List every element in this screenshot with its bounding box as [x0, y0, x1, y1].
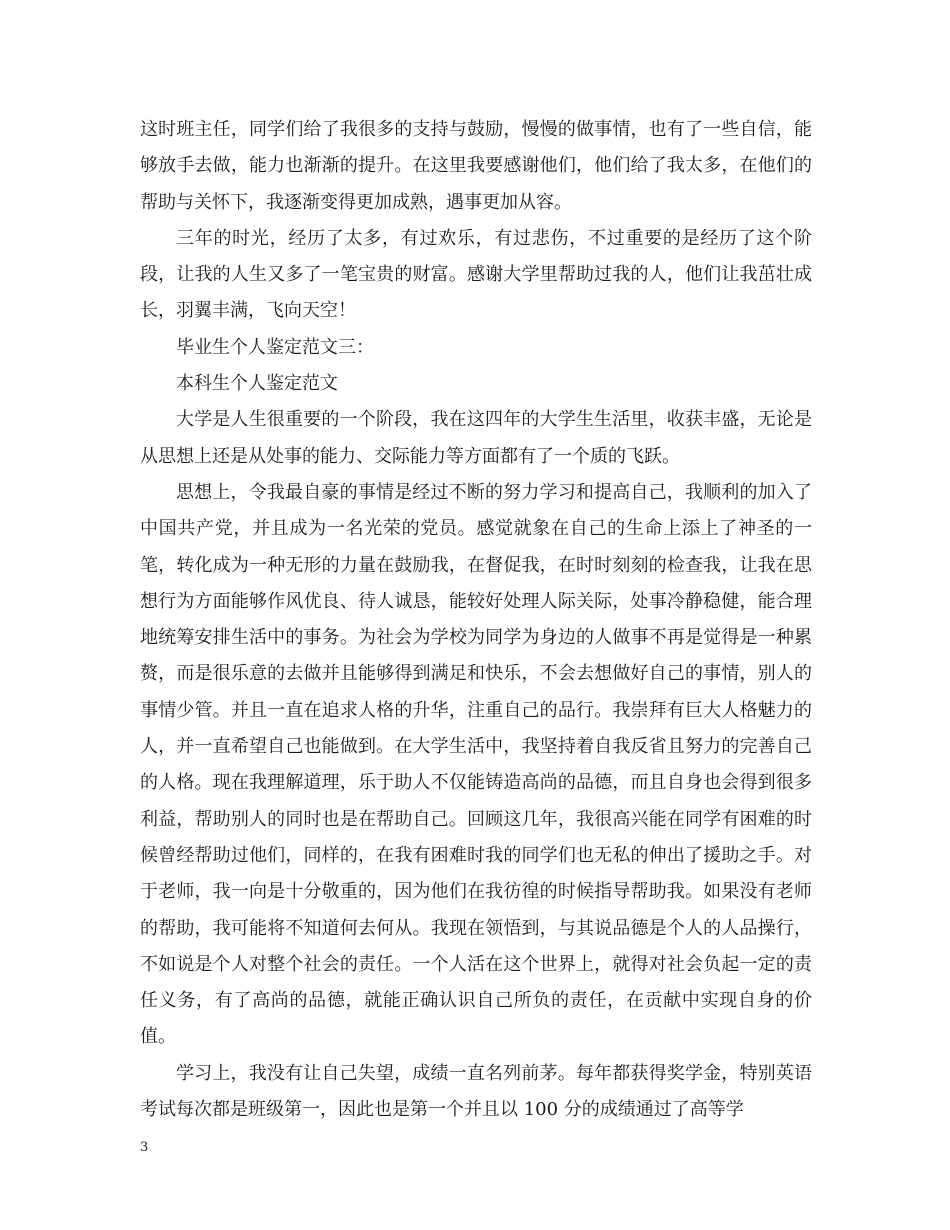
document-body	[140, 112, 812, 1128]
paragraph-study: 学习上，我没有让自己失望，成绩一直名列前茅。每年都获得奖学金，特别英语考试每次都是班级第一，因此也是第一个并且以 100 分的成绩通过了高等学	[140, 1062, 812, 1121]
section-subheading-undergraduate: 本科生个人鉴定范文	[176, 373, 338, 395]
paragraph-intro: 大学是人生很重要的一个阶段，我在这四年的大学生生活里，收获丰盛，无论是从思想上还是从处事的能力、交际能力等方面都有了一个质的飞跃。	[140, 409, 812, 467]
section-heading-sample-three: 毕业生个人鉴定范文三：	[176, 336, 374, 358]
page-number: 3	[140, 1140, 149, 1155]
paragraph-ideology: 思想上，令我最自豪的事情是经过不断的努力学习和提高自己，我顺利的加入了中国共产党，并且成为一名光荣的党员。感觉就象在自己的生命上添上了神圣的一笔，转化成为一种无形的力量在鼓励我，在督促我，在时时刻刻的检查我，让我在思想行为方面能够作风优良、待人诚恳，能较好处理人际关际，处事冷静稳健，能合理地统筹安排生活中的事务。为社会为学校为同学为身边的人做事不再是觉得是一种累赘，而是很乐意的去做并且能够得到满足和快乐，不会去想做好自己的事情，别人的事情少管。并且一直在追求人格的升华，注重自己的品行。我崇拜有巨大人格魅力的人，并一直希望自己也能做到。在大学生活中，我坚持着自我反省且努力的完善自己的人格。现在我理解道理，乐于助人不仅能铸造高尚的品德，而且自身也会得到很多利益，帮助别人的同时也是在帮助自己。回顾这几年，我很高兴能在同学有困难的时候曾经帮助过他们，同样的，在我有困难时我的同学们也无私的伸出了援助之手。对于老师，我一向是十分敬重的，因为他们在我彷徨的时候指导帮助我。如果没有老师的帮助，我可能将不知道何去何从。我现在领悟到，与其说品德是个人的人品操行，不如说是个人对整个社会的责任。一个人活在这个世界上，就得对社会负起一定的责任义务，有了高尚的品德，就能正确认识自己所负的责任，在贡献中实现自身的价值。	[140, 481, 812, 1048]
paragraph-1: 这时班主任，同学们给了我很多的支持与鼓励，慢慢的做事情，也有了一些自信，能够放手去做，能力也渐渐的提升。在这里我要感谢他们，他们给了我太多，在他们的帮助与关怀下，我逐渐变得更加成熟，遇事更加从容。	[140, 119, 812, 213]
paragraph-2: 三年的时光，经历了太多，有过欢乐，有过悲伤，不过重要的是经历了这个阶段，让我的人生又多了一笔宝贵的财富。感谢大学里帮助过我的人，他们让我茁壮成长，羽翼丰满，飞向天空！	[140, 227, 812, 322]
